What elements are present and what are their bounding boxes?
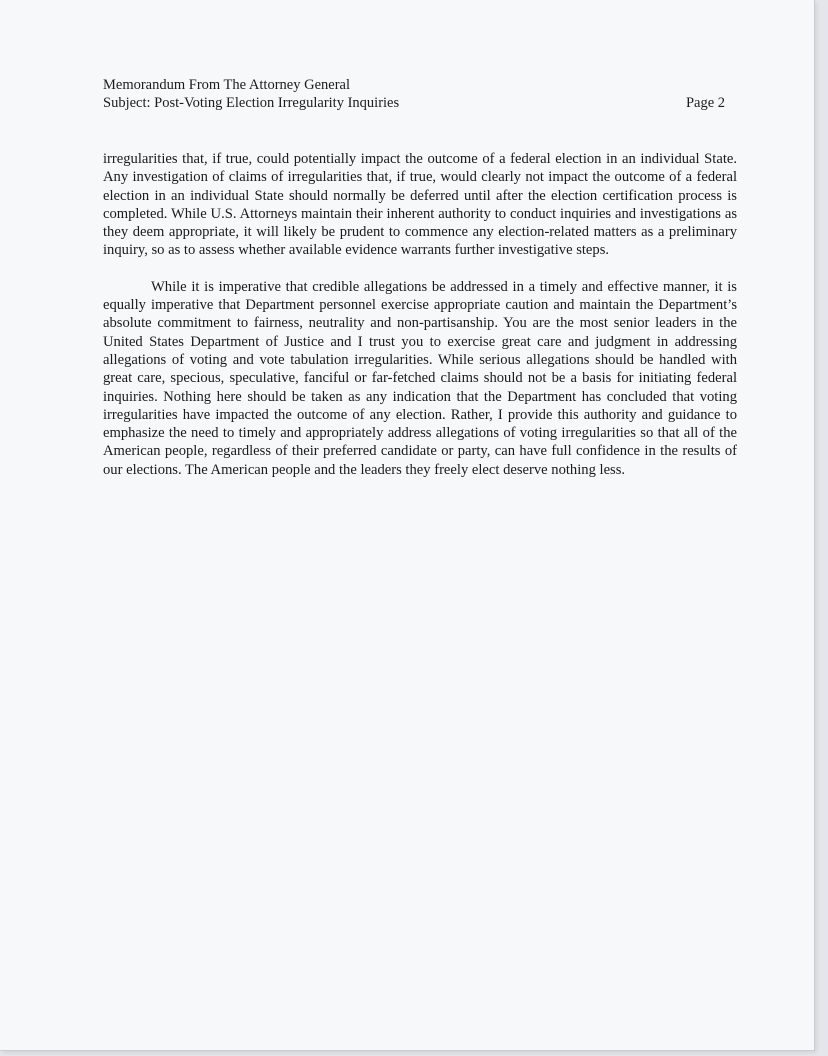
memo-header	[103, 76, 725, 112]
paragraph-caution: While it is imperative that credible allegations be addressed in a timely and effective manner, it is equally imperative that Department personnel exercise appropriate caution and maintain the Department’s absolute commitment to fairness, neutrality and non-partisanship. You are the most senior leaders in the United States Department of Justice and I trust you to exercise great care and judgment in addressing allegations of voting and vote tabulation irregularities. While serious allegations should be handled with great care, specious, speculative, fanciful or far-fetched claims should not be a basis for initiating federal inquiries. Nothing here should be taken as any indication that the Department has concluded that voting irregularities have impacted the outcome of any election. Rather, I provide this authority and guidance to emphasize the need to timely and appropriately address allegations of voting irregularities so that all of the American people, regardless of their preferred candidate or party, can have full confidence in the results of our elections. The American people and the leaders they freely elect deserve nothing less.	[103, 278, 737, 478]
memo-header-title: Memorandum From The Attorney General	[103, 77, 350, 93]
memo-body	[103, 150, 737, 479]
page-number: Page 2	[685, 95, 725, 111]
memo-subject: Subject: Post-Voting Election Irregularity Inquiries	[103, 95, 400, 111]
paragraph-continued: irregularities that, if true, could potentially impact the outcome of a federal election in an individual State. Any investigation of claims of irregularities that, if true, would clearly not impact the outcome of a federal election in an individual State should normally be deferred until after the election certification process is completed. While U.S. Attorneys maintain their inherent authority to conduct inquiries and investigations as they deem appropriate, it will likely be prudent to commence any election-related matters as a preliminary inquiry, so as to assess whether available evidence warrants further investigative steps.	[103, 151, 737, 259]
